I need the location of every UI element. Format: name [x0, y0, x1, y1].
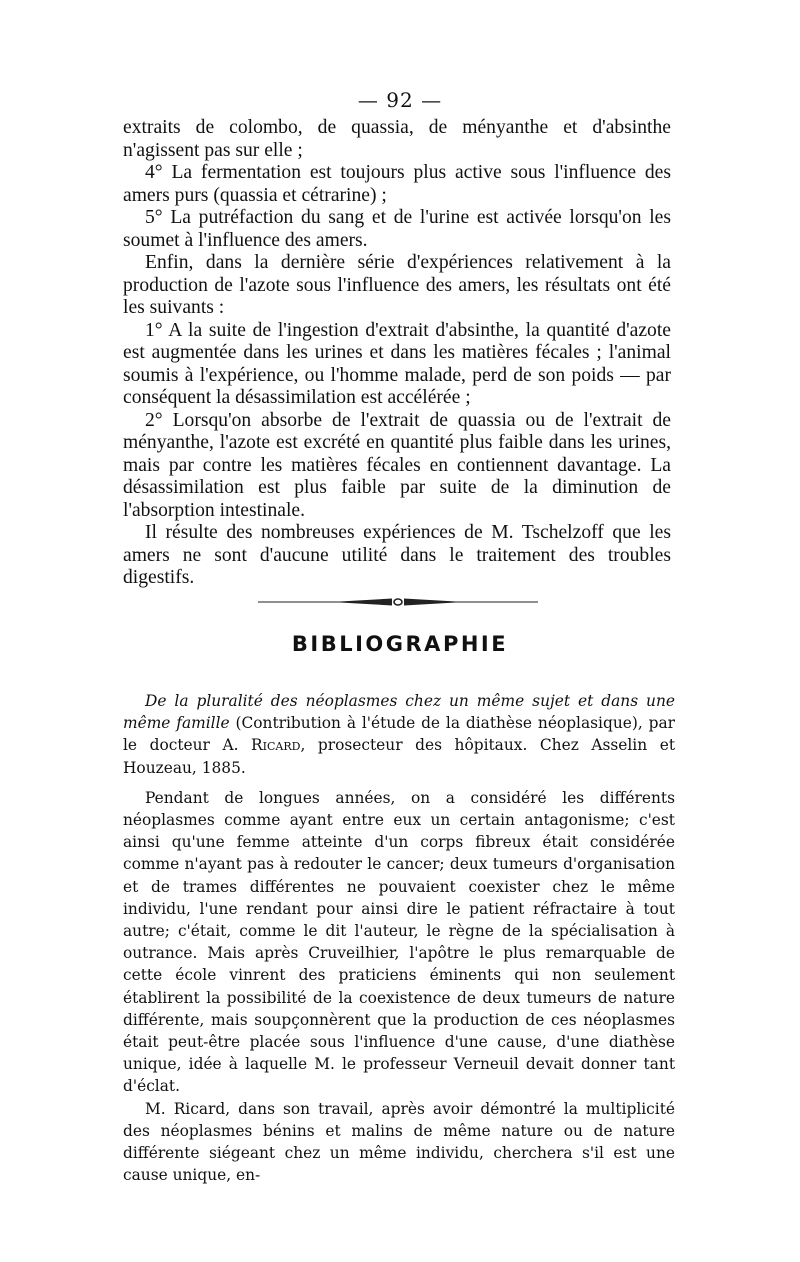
section-heading: BIBLIOGRAPHIE [291, 632, 509, 656]
page-number: — 92 — [357, 88, 443, 112]
ornament-divider-icon [258, 595, 538, 609]
paragraph-final-series: Enfin, dans la dernière série d'expériences relativement à la production de l'azote sous l'influence des amers, les résultats ont été les suivants : [123, 252, 671, 318]
main-text-block [123, 117, 671, 590]
bibliography-block [123, 690, 675, 1186]
review-paragraph-1: Pendant de longues années, on a considéré les différents néoplasmes comme ayant entre eux un certain antagonisme; c'est ainsi qu'une femme atteinte d'un corps fibreux était considérée comme n'ayant pas à redouter le cancer; deux tumeurs d'organisation et de trames différentes ne pouvaient coexister chez le même individu, l'une rendant pour ainsi dire le patient réfractaire à tout autre; c'était, comme le dit l'auteur, le règne de la spécialisation à outrance. Mais après Cruveilhier, l'apôtre le plus remarquable de cette école vinrent des praticiens éminents qui non seulement établirent la possibilité de la coexistence de deux tumeurs de nature différente, mais soupçonnèrent que la production de ces néoplasmes était peut-être placée sous l'influence d'une cause, d'une diathèse unique, idée à laquelle M. le professeur Verneuil devait donner tant d'éclat. [123, 788, 675, 1096]
review-paragraph-2: M. Ricard, dans son travail, après avoir démontré la multiplicité des néoplasmes bénins et malins de même nature ou de nature différente siégeant chez un même individu, cherchera s'il est une cause unique, en- [123, 1099, 675, 1185]
paragraph-continuation: extraits de colombo, de quassia, de ményanthe et d'absinthe n'agissent pas sur elle ; [123, 117, 671, 161]
author-name: Ricard [251, 736, 301, 755]
publication-info: , prosecteur des hôpitaux. Chez Asselin et Houzeau, 1885. [123, 736, 675, 777]
book-title: De la pluralité des néoplasmes chez un même sujet et dans une même famille [123, 692, 675, 733]
paragraph-conclusion: Il résulte des nombreuses expériences de M. Tschelzoff que les amers ne sont d'aucune utilité dans le traitement des troubles digestifs. [123, 522, 671, 588]
paragraph-result-1: 1° A la suite de l'ingestion d'extrait d'absinthe, la quantité d'azote est augmentée dans les urines et dans les matières fécales ; l'animal soumis à l'expérience, ou l'homme malade, perd de son poids — par conséquent la désassimilation est accélérée ; [123, 319, 671, 408]
paragraph-item-5: 5° La putréfaction du sang et de l'urine est activée lorsqu'on les soumet à l'influence des amers. [123, 207, 671, 251]
book-subtitle: (Contribution à l'étude de la diathèse néoplasique), par le docteur A. [123, 714, 675, 755]
bibliography-entry [123, 690, 675, 779]
paragraph-item-4: 4° La fermentation est toujours plus active sous l'influence des amers purs (quassia et cétrarine) ; [123, 162, 671, 206]
paragraph-result-2: 2° Lorsqu'on absorbe de l'extrait de quassia ou de l'extrait de ményanthe, l'azote est excrété en quantité plus faible dans les urines, mais par contre les matières fécales en contiennent davantage. La désassimilation est plus faible par suite de la diminution de l'absorption intestinale. [123, 409, 671, 521]
